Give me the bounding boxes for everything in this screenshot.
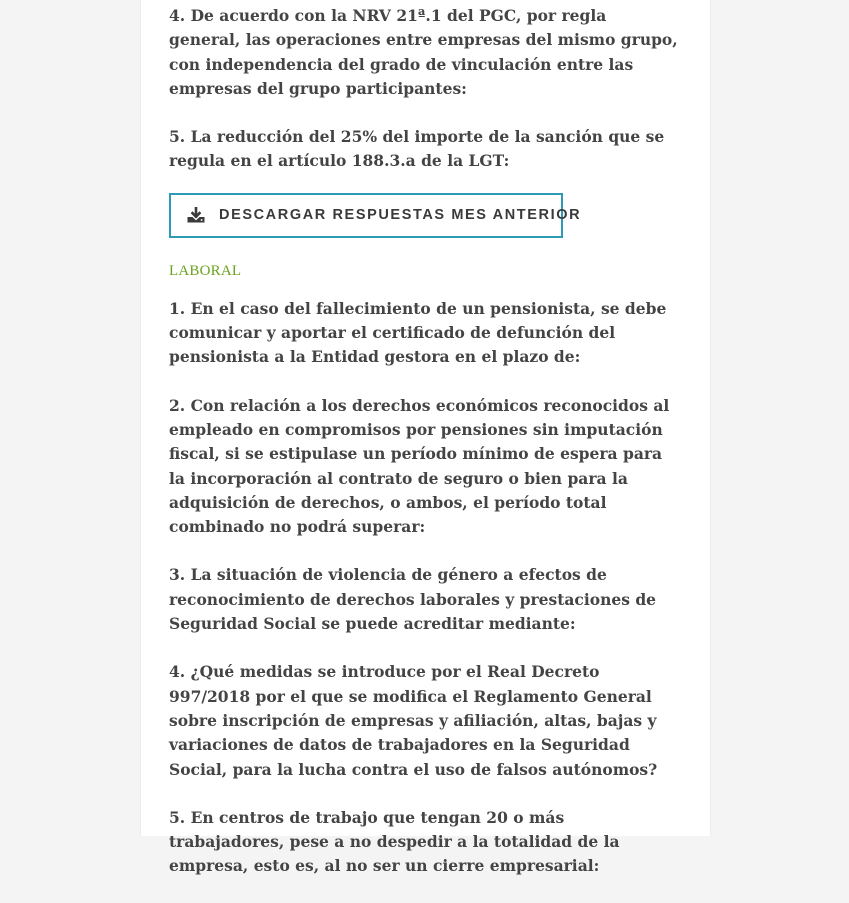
download-button-label: DESCARGAR RESPUESTAS MES ANTERIOR [219, 207, 582, 224]
laboral-question-1: 1. En el caso del fallecimiento de un pensionista, se debe comunicar y aportar el certificado de defunción del pensionista a la Entidad gestora en el plazo de: [169, 298, 667, 367]
laboral-question-5: 5. En centros de trabajo que tengan 20 o más trabajadores, pese a no despedir a la totalidad de la empresa, esto es, al no ser un cierre empresarial: [169, 807, 620, 876]
laboral-question-4: 4. ¿Qué medidas se introduce por el Real Decreto 997/2018 por el que se modifica el Reglamento General sobre inscripción de empresas y afiliación, altas, bajas y variaciones de datos de trabajadores en la Seguridad Social, para la lucha contra el uso de falsos autónomos? [169, 662, 658, 779]
article-content [169, 4, 679, 903]
download-answers-button[interactable] [169, 193, 582, 238]
fiscal-question-4: 4. De acuerdo con la NRV 21ª.1 del PGC, por regla general, las operaciones entre empresas del mismo grupo, con independencia del grado de vinculación entre las empresas del grupo participantes: [169, 6, 678, 98]
fiscal-question-5: 5. La reducción del 25% del importe de la sanción que se regula en el artículo 188.3.a de la LGT: [169, 127, 665, 171]
article-page [140, 0, 711, 876]
laboral-question-2: 2. Con relación a los derechos económicos reconocidos al empleado en compromisos por pensiones sin imputación fiscal, si se estipulase un período mínimo de espera para la incorporación al contrato de seguro o bien para la adquisición de derechos, o ambos, el período total combinado no podrá superar: [169, 395, 670, 537]
download-button-wrapper [169, 193, 679, 259]
download-icon [187, 207, 205, 223]
laboral-question-3: 3. La situación de violencia de género a efectos de reconocimiento de derechos laborales y prestaciones de Seguridad Social se puede acreditar mediante: [169, 565, 657, 634]
section-title-laboral: LABORAL [169, 262, 242, 279]
